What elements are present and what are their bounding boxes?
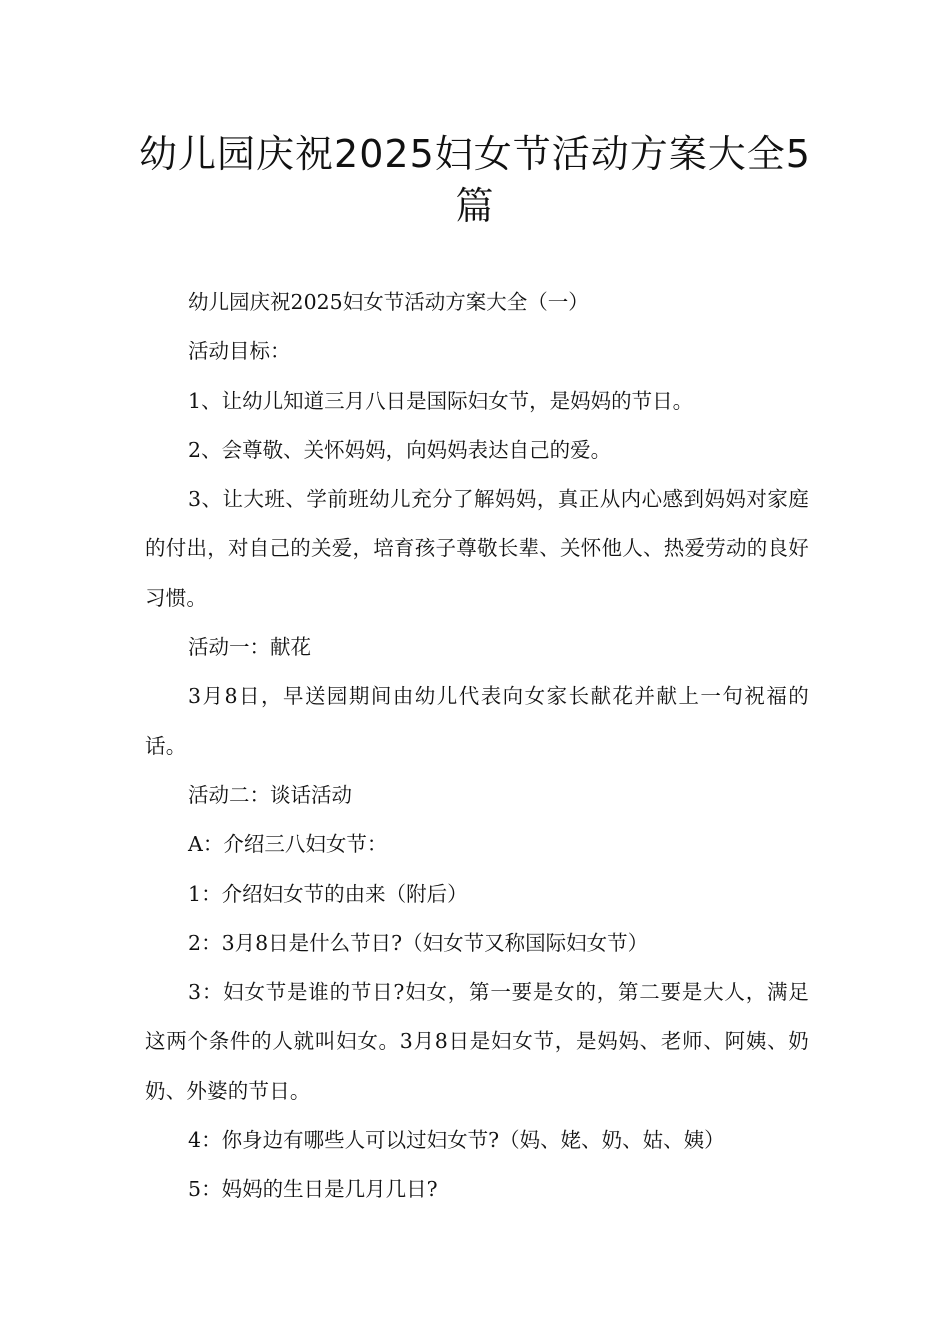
activity-one-heading: 活动一：献花: [188, 635, 312, 660]
list-item-3: 3：妇女节是谁的节日?妇女，第一要是女的，第二要是大人，满足这两个条件的人就叫妇女。3月8日是妇女节，是妈妈、老师、阿姨、奶奶、外婆的节日。: [145, 980, 809, 1103]
subsection-a-heading: A：介绍三八妇女节：: [188, 832, 388, 857]
list-item-5: 5：妈妈的生日是几月几日?: [188, 1177, 438, 1202]
document-title: 幼儿园庆祝2025妇女节活动方案大全5篇: [139, 132, 811, 228]
section-heading-1: 幼儿园庆祝2025妇女节活动方案大全（一）: [188, 290, 589, 314]
list-item-1: 1：介绍妇女节的由来（附后）: [188, 881, 468, 906]
goal-item-1: 1、让幼儿知道三月八日是国际妇女节，是妈妈的节日。: [188, 388, 694, 413]
goal-item-2: 2、会尊敬、关怀妈妈，向妈妈表达自己的爱。: [188, 437, 612, 462]
activity-two-heading: 活动二：谈话活动: [188, 782, 353, 807]
goal-item-3: 3、让大班、学前班幼儿充分了解妈妈，真正从内心感到妈妈对家庭的付出，对自己的关爱，培育孩子尊敬长辈、关怀他人、热爱劳动的良好习惯。: [145, 487, 809, 610]
list-item-2: 2：3月8日是什么节日?（妇女节又称国际妇女节）: [188, 930, 649, 955]
activity-one-text: 3月8日，早送园期间由幼儿代表向女家长献花并献上一句祝福的话。: [145, 684, 809, 758]
list-item-4: 4：你身边有哪些人可以过妇女节?（妈、姥、奶、姑、姨）: [188, 1128, 725, 1153]
document-body: [145, 278, 809, 1215]
activity-goals-heading: 活动目标：: [188, 339, 291, 364]
